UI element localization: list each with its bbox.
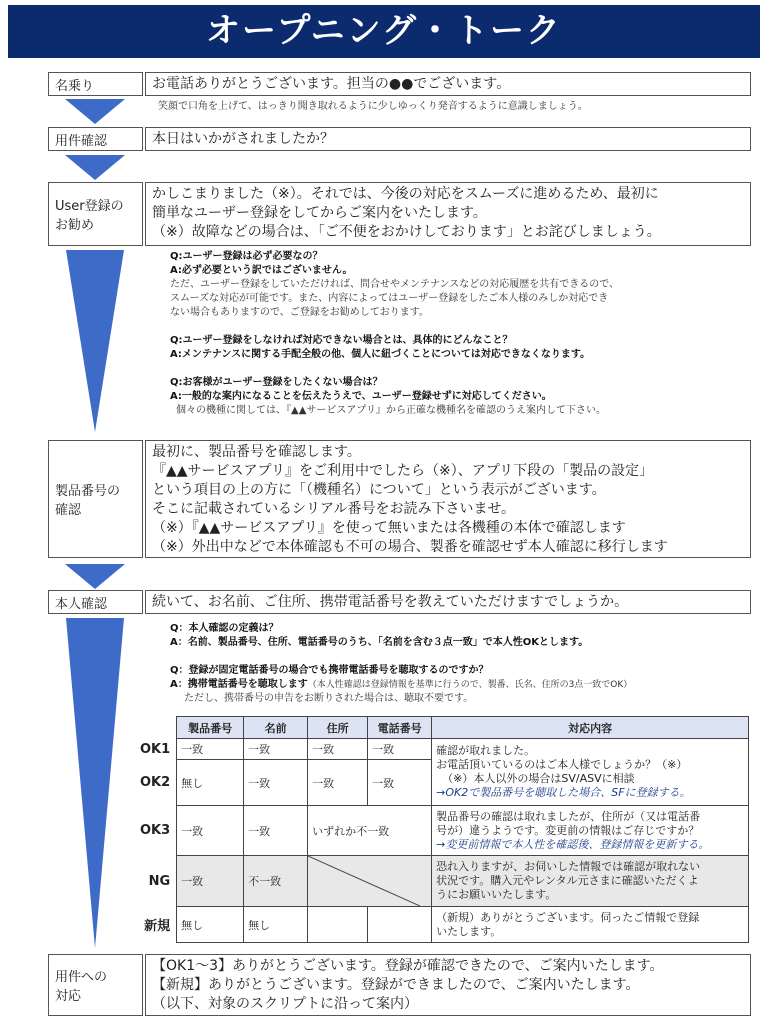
faq2-a2-small: （本人性確認は登録情報を基準に行うので、製番、氏名、住所の3点一致でOK） (307, 680, 633, 690)
resp-ok3-3: →変更前情報で本人性を確認後、登録情報を更新する。 (436, 837, 710, 851)
note-nanori: 笑顔で口角を上げて、はっきり聞き取れるように少しゆっくり発音するように意識しましょう。 (158, 101, 588, 112)
th-denwa: 電話番号 (368, 717, 432, 739)
row-label-new: 新規 (144, 919, 171, 934)
identity-table (136, 716, 749, 943)
resp-ok3 (432, 806, 749, 856)
seihin-line-3: という項目の上の方に「（機種名）について」という表示がございます。 (152, 482, 606, 498)
table-row (136, 856, 749, 907)
cell: 一致 (368, 760, 432, 806)
row-label-ok3: OK3 (140, 823, 171, 838)
diagonal-line (308, 856, 420, 906)
th-namae: 名前 (244, 717, 308, 739)
seihin-line-1: 最初に、製品番号を確認します。 (152, 444, 361, 460)
faq1-a1-d2: スムーズな対応が可能です。また、内容によってはユーザー登録をしたご本人様のみしか対応でき (170, 293, 609, 304)
faq1-q3: Q:お客様がユーザー登録をしたくない場合は？ (170, 377, 383, 388)
faq2-a2-d1: ただし、携帯番号の申告をお断りされた場合は、聴取不要です。 (184, 693, 474, 704)
cell: 無し (177, 760, 244, 806)
seihin-line-5: （※）『▲▲サービスアプリ』を使って無いまたは各機種の本体で確認します (152, 520, 626, 536)
cell: 一致 (368, 739, 432, 760)
cell (368, 907, 432, 943)
resp-new (432, 907, 749, 943)
text-yoken: 本日はいかがされましたか？ (145, 127, 751, 151)
cell: 無し (177, 907, 244, 943)
resp-ok3-2: 号が）違うようです。変更前の情報はご存じですか？ (436, 823, 700, 837)
table-row (136, 806, 749, 856)
cell: 一致 (244, 806, 308, 856)
cell: 一致 (177, 856, 244, 907)
faq1-a3: A:一般的な案内になることを伝えたうえで、ユーザー登録せずに対応してください。 (170, 391, 552, 402)
cell: 無し (244, 907, 308, 943)
seihin-line-6: （※）外出中などで本体確認も不可の場合、製番を確認せず本人確認に移行します (152, 539, 668, 555)
label-taiou (48, 954, 143, 1016)
cell: 一致 (177, 739, 244, 760)
label-honnin: 本人確認 (48, 590, 143, 614)
cell: 一致 (177, 806, 244, 856)
cell (308, 907, 368, 943)
row-label-ok1: OK1 (140, 741, 171, 757)
faq2-q2: Q：登録が固定電話番号の場合でも携帯電話番号を聴取するのですか？ (170, 665, 489, 676)
text-nanori: お電話ありがとうございます。担当の●●でございます。 (145, 72, 751, 96)
faq1-a1-d3: ない場合もありますので、ご登録をお勧めしております。 (170, 307, 429, 318)
label-user-2: お勧め (55, 218, 95, 233)
row-label-ng: NG (148, 873, 171, 889)
label-user-1: User登録の (55, 199, 124, 214)
faq1-q2: Q:ユーザー登録をしなければ対応できない場合とは、具体的にどんなこと？ (170, 335, 513, 346)
taiou-line-3: （以下、対象のスクリプトに沿って案内） (152, 996, 418, 1012)
page-title: オープニング・トーク (8, 5, 760, 58)
user-line-2: 簡単なユーザー登録をしてからご案内をいたします。 (152, 205, 487, 221)
faq1-a2: A:メンテナンスに関する手配全般の他、個人に紐づくことについては対応できなくなります。 (170, 349, 591, 360)
resp-new-1: （新規）ありがとうございます。伺ったご情報で登録 (436, 910, 700, 924)
label-seihin-1: 製品番号の (55, 484, 121, 499)
cell: 一致 (244, 760, 308, 806)
text-seihin (145, 440, 751, 558)
user-line-3: （※）故障などの場合は、「ご不便をおかけしております」とお詫びしましょう。 (152, 224, 661, 240)
cell: 一致 (244, 739, 308, 760)
resp-ok12-3: （※）本人以外の場合はSV/ASVに相談 (442, 772, 635, 785)
arrow-down-icon (66, 618, 124, 948)
th-jusho: 住所 (308, 717, 368, 739)
arrow-down-icon (66, 250, 124, 432)
resp-ng-2: 状況です。購入元やレンタル元さまに確認いただくよ (436, 874, 699, 887)
label-yoken: 用件確認 (48, 127, 143, 151)
resp-ng (432, 856, 749, 907)
faq1-q1: Q:ユーザー登録は必ず必要なの？ (170, 251, 323, 262)
resp-ng-3: うにお願いいたします。 (436, 888, 557, 901)
arrow-down-icon (65, 155, 125, 180)
resp-ok12-2: お電話頂いているのはご本人様でしょうか？（※） (436, 758, 688, 771)
faq1-a1-d1: ただ、ユーザー登録をしていただければ、問合せやメンテナンスなどの対応履歴を共有できるので、 (170, 279, 619, 290)
resp-ok12-1: 確認が取れました。 (436, 744, 536, 757)
resp-ng-1: 恐れ入りますが、お伺いした情報では確認が取れない (436, 860, 701, 873)
taiou-line-2: 【新規】ありがとうございます。登録ができましたので、ご案内いたします。 (152, 977, 640, 993)
label-taiou-2: 対応 (55, 989, 82, 1004)
cell: 一致 (308, 739, 368, 760)
cell-diagonal (308, 856, 432, 907)
cell: 不一致 (244, 856, 308, 907)
row-label-ok2: OK2 (140, 775, 171, 790)
faq-honnin (170, 622, 760, 706)
text-honnin: 続いて、お名前、ご住所、携帯電話番号を教えていただけますでしょうか。 (145, 590, 751, 614)
arrow-down-icon (65, 99, 125, 124)
faq1-a1: A:必ず必要という訳ではございません。 (170, 265, 353, 276)
faq2-a2: A：携帯電話番号を聴取します (170, 679, 308, 690)
label-seihin-2: 確認 (55, 503, 82, 518)
th-taiou: 対応内容 (432, 717, 749, 739)
faq2-a1: A：名前、製品番号、住所、電話番号のうち、「名前を含む３点一致」で本人性OKとします。 (170, 637, 589, 648)
seihin-line-2: 『▲▲サービスアプリ』をご利用中でしたら（※）、アプリ下段の「製品の設定」 (152, 463, 654, 479)
label-user (48, 182, 143, 246)
label-taiou-1: 用件への (55, 970, 108, 985)
resp-ok3-1: 製品番号の確認は取れましたが、住所が（又は電話番 (436, 809, 701, 823)
label-seihin (48, 440, 143, 558)
text-user (145, 182, 751, 246)
th-seihin: 製品番号 (177, 717, 244, 739)
table-row (136, 739, 749, 760)
resp-ok12-4: →OK2で製品番号を聴取した場合、SFに登録する。 (436, 786, 691, 799)
table-row (136, 907, 749, 943)
faq-user (170, 250, 760, 418)
faq1-a3-d1: 個々の機種に関しては、『▲▲サービスアプリ』から正確な機種名を確認のうえ案内して下さい。 (176, 405, 606, 416)
taiou-line-1: 【OK1〜3】ありがとうございます。登録が確認できたので、ご案内いたします。 (152, 958, 664, 974)
resp-new-2: いたします。 (436, 924, 502, 938)
user-line-1: かしこまりました（※）。それでは、今後の対応をスムーズに進めるため、最初に (152, 186, 659, 202)
cell: いずれか不一致 (308, 806, 432, 856)
label-nanori: 名乗り (48, 72, 143, 96)
text-taiou (145, 954, 751, 1016)
faq2-q1: Q：本人確認の定義は？ (170, 623, 279, 634)
arrow-down-icon (65, 564, 125, 589)
cell: 一致 (308, 760, 368, 806)
resp-ok12 (432, 739, 749, 806)
seihin-line-4: そこに記載されているシリアル番号をお読み下さいませ。 (152, 501, 516, 517)
